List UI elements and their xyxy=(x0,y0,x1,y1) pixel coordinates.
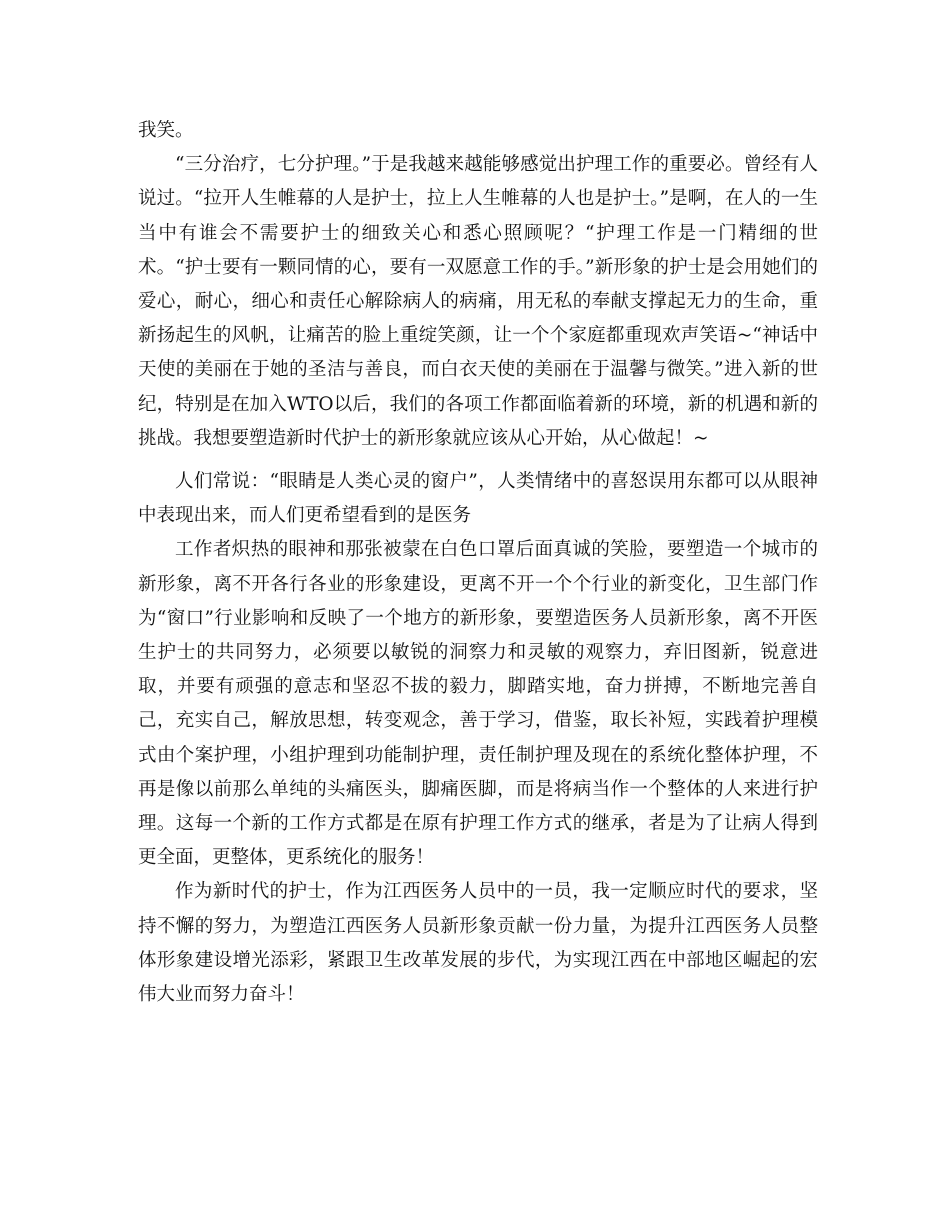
paragraph-5: 作为新时代的护士，作为江西医务人员中的一员，我一定顺应时代的要求，坚持不懈的努力，为塑造江西医务人员新形象贡献一份力量，为提升江西医务人员整体形象建设增光添彩，紧跟卫生改革发展的步代，为实现江西在中部地区崛起的宏伟大业而努力奋斗！ xyxy=(138,881,818,1006)
paragraph-4: 工作者炽热的眼神和那张被蒙在白色口罩后面真诚的笑脸，要塑造一个城市的新形象，离不开各行各业的形象建设，更离不开一个个行业的新变化，卫生部门作为“窗口”行业影响和反映了一个地方的新形象，要塑造医务人员新形象，离不开医生护士的共同努力，必须要以敏锐的洞察力和灵敏的观察力，弃旧图新，锐意进取，并要有顽强的意志和坚忍不拔的毅力，脚踏实地，奋力拼搏，不断地完善自己，充实自己，解放思想，转变观念，善于学习，借鉴，取长补短，实践着护理模式由个案护理，小组护理到功能制护理，责任制护理及现在的系统化整体护理，不再是像以前那么单纯的头痛医头，脚痛医脚，而是将病当作一个整体的人来进行护理。这每一个新的工作方式都是在原有护理工作方式的继承，者是为了让病人得到更全面，更整体，更系统化的服务！ xyxy=(138,539,818,869)
paragraph-3: 人们常说：“眼睛是人类心灵的窗户”，人类情绪中的喜怒误用东都可以从眼神中表现出来，而人们更希望看到的是医务 xyxy=(138,471,818,527)
paragraph-1: 我笑。 xyxy=(138,120,194,141)
paragraph-2: “三分治疗，七分护理。”于是我越来越能够感觉出护理工作的重要必。曾经有人说过。“拉开人生帷幕的人是护士，拉上人生帷幕的人也是护士。”是啊，在人的一生当中有谁会不需要护士的细致关心和悉心照顾呢？“护理工作是一门精细的世术。“护士要有一颗同情的心，要有一双愿意工作的手。”新形象的护士是会用她们的爱心，耐心，细心和责任心解除病人的病痛，用无私的奉献支撑起无力的生命，重新扬起生的风帆，让痛苦的脸上重绽笑颜，让一个个家庭都重现欢声笑语~“神话中天使的美丽在于她的圣洁与善良，而白衣天使的美丽在于温馨与微笑。”进入新的世纪，特别是在加入WTO以后，我们的各项工作都面临着新的环境，新的机遇和新的挑战。我想要塑造新时代护士的新形象就应该从心开始，从心做起！~ xyxy=(138,154,818,449)
